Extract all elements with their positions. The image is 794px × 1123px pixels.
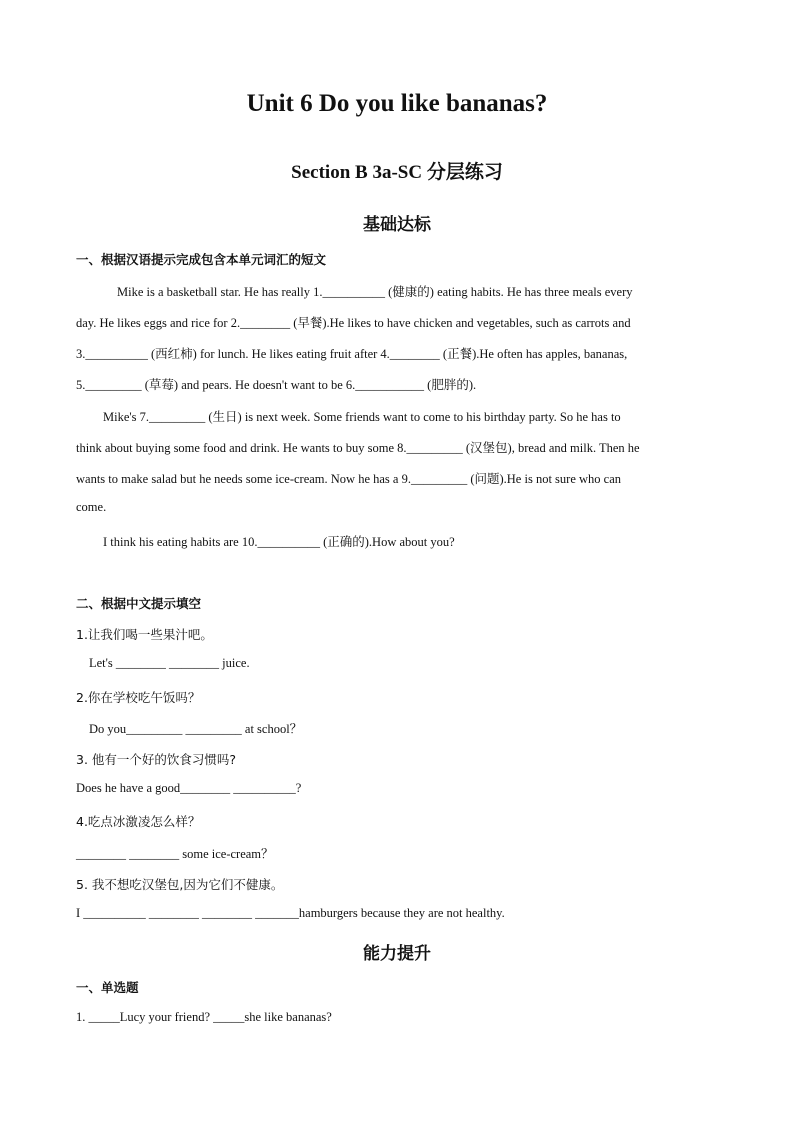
- section-heading-advanced: 能力提升: [363, 944, 431, 964]
- page-subtitle: Section B 3a-SC 分层练习: [291, 162, 503, 183]
- passage-line: Mike is a basketball star. He has really 1.__________ (健康的) eating habits. He has three meals every: [117, 285, 633, 299]
- question-answer-line: Does he have a good________ __________?: [76, 781, 302, 795]
- part1-heading: 一、根据汉语提示完成包含本单元词汇的短文: [76, 252, 327, 267]
- page-title: Unit 6 Do you like bananas?: [246, 90, 548, 117]
- passage-line: 5._________ (草莓) and pears. He doesn't want to be 6.___________ (肥胖的).: [76, 378, 477, 392]
- part3-heading: 一、单选题: [76, 980, 139, 995]
- part2-heading: 二、根据中文提示填空: [76, 596, 202, 611]
- question-answer-line: ________ ________ some ice-cream？: [76, 847, 274, 861]
- question-answer-line: Do you_________ _________ at school？: [89, 722, 303, 736]
- passage-line: I think his eating habits are 10.__________ (正确的).How about you?: [103, 535, 455, 549]
- question-answer-line: I __________ ________ ________ _______hamburgers because they are not healthy.: [76, 906, 505, 920]
- section-heading-basic: 基础达标: [363, 215, 431, 235]
- passage-line: come.: [76, 500, 107, 514]
- question-prompt: 1.让我们喝一些果汁吧。: [76, 627, 213, 642]
- question-prompt: 3. 他有一个好的饮食习惯吗?: [76, 752, 237, 767]
- passage-line: day. He likes eggs and rice for 2.________ (早餐).He likes to have chicken and vegetables, such as carrots and: [76, 316, 631, 330]
- mc-question-line: 1. _____Lucy your friend? _____she like bananas?: [76, 1010, 332, 1024]
- question-answer-line: Let's ________ ________ juice.: [89, 656, 250, 670]
- question-prompt: 5. 我不想吃汉堡包,因为它们不健康。: [76, 877, 284, 892]
- passage-line: Mike's 7._________ (生日) is next week. Some friends want to come to his birthday party. So he has to: [103, 410, 621, 424]
- question-prompt: 2.你在学校吃午饭吗？: [76, 690, 201, 705]
- question-prompt: 4.吃点冰激凌怎么样？: [76, 814, 201, 829]
- passage-line: think about buying some food and drink. He wants to buy some 8._________ (汉堡包), bread and milk. Then he: [76, 441, 640, 455]
- passage-line: 3.__________ (西红柿) for lunch. He likes eating fruit after 4.________ (正餐).He often has apples, bananas,: [76, 347, 628, 361]
- passage-line: wants to make salad but he needs some ice-cream. Now he has a 9._________ (问题).He is not sure who can: [76, 472, 621, 486]
